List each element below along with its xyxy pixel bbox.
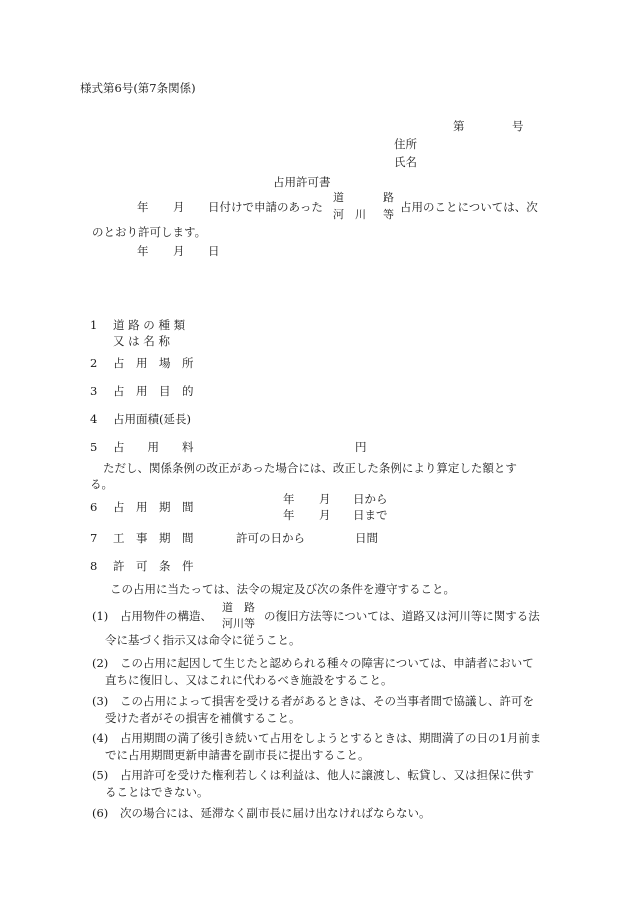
intro-line-2: のとおり許可します。 bbox=[92, 225, 207, 239]
item-6-label: 占 用 期 間 bbox=[113, 500, 194, 514]
number-prefix: 第 bbox=[453, 119, 465, 133]
date-month: 月 bbox=[173, 244, 185, 258]
period-start-year: 年 bbox=[283, 492, 295, 506]
period-end-month: 月 bbox=[319, 508, 331, 522]
condition-5-number: (5) bbox=[92, 768, 109, 782]
period-end-year: 年 bbox=[283, 508, 295, 522]
intro-etc: 等 bbox=[383, 208, 394, 221]
intro-road-2: 路 bbox=[383, 191, 394, 204]
condition-2-number: (2) bbox=[92, 656, 109, 670]
item-3-number: 3 bbox=[90, 384, 98, 398]
item-1-label: 道 路 の 種 類 bbox=[113, 318, 186, 332]
item-3-label: 占 用 目 的 bbox=[113, 384, 194, 398]
condition-3-line-1: この占用によって損害を受ける者があるときは、その当事者間で協議し、許可を bbox=[120, 694, 534, 708]
item-1-number: 1 bbox=[90, 318, 98, 332]
form-id: 様式第6号(第7条関係) bbox=[80, 81, 196, 95]
item-5-number: 5 bbox=[90, 440, 98, 454]
period-start-month: 月 bbox=[319, 492, 331, 506]
name-label: 氏名 bbox=[394, 155, 417, 169]
date-year: 年 bbox=[137, 244, 149, 258]
period-start-day: 日から bbox=[353, 492, 388, 506]
intro-after: 占用のことについては、次 bbox=[400, 200, 538, 214]
item-4-number: 4 bbox=[90, 412, 98, 426]
item-8-label: 許 可 条 件 bbox=[113, 559, 194, 573]
condition-5-line-2: ることはできない。 bbox=[105, 785, 209, 799]
period-end-day: 日まで bbox=[353, 508, 388, 522]
condition-3-line-2: 受けた者がその損害を補償すること。 bbox=[105, 711, 301, 725]
date-day: 日 bbox=[208, 244, 220, 258]
number-suffix: 号 bbox=[512, 119, 524, 133]
item-8-number: 8 bbox=[90, 559, 98, 573]
condition-1-post: の復旧方法等については、道路又は河川等に関する法 bbox=[264, 609, 540, 623]
conditions-intro: この占用に当たっては、法令の規定及び次の条件を遵守すること。 bbox=[110, 582, 455, 596]
document-title: 占用許可書 bbox=[273, 175, 331, 189]
condition-4-line-1: 占用期間の満了後引き続いて占用をしようとするときは、期間満了の日の1月前ま bbox=[120, 731, 542, 745]
intro-month: 月 bbox=[173, 200, 185, 214]
construction-days: 日間 bbox=[355, 531, 378, 545]
condition-6-number: (6) bbox=[92, 806, 109, 820]
item-1-label-2: 又 は 名 称 bbox=[113, 334, 170, 348]
condition-1-number: (1) bbox=[92, 609, 109, 623]
condition-1-line-2: 令に基づく指示又は命令に従うこと。 bbox=[105, 633, 301, 647]
fee-note-line-1: ただし、関係条例の改正があった場合には、改正した条例により算定した額とす bbox=[103, 461, 517, 475]
condition-1-road: 道 路 bbox=[222, 601, 255, 614]
fee-note-line-2: る。 bbox=[90, 477, 113, 491]
item-6-number: 6 bbox=[90, 500, 98, 514]
item-7-number: 7 bbox=[90, 531, 98, 545]
item-4-label: 占用面積(延長) bbox=[113, 412, 191, 426]
condition-4-number: (4) bbox=[92, 731, 109, 745]
item-2-number: 2 bbox=[90, 356, 98, 370]
intro-date-text: 日付けで申請のあった bbox=[208, 200, 323, 214]
condition-6-line-1: 次の場合には、延滞なく副市長に届け出なければならない。 bbox=[120, 806, 431, 820]
item-5-label: 占 用 料 bbox=[113, 440, 194, 454]
item-5-value: 円 bbox=[355, 440, 367, 454]
condition-3-number: (3) bbox=[92, 694, 109, 708]
intro-river-1: 河 bbox=[333, 208, 344, 221]
condition-2-line-1: この占用に起因して生じたと認められる種々の障害については、申請者において bbox=[120, 656, 534, 670]
address-label: 住所 bbox=[394, 137, 417, 151]
intro-road-1: 道 bbox=[333, 191, 344, 204]
item-7-label: 工 事 期 間 bbox=[113, 531, 194, 545]
condition-5-line-1: 占用許可を受けた権利若しくは利益は、他人に譲渡し、転貸し、又は担保に供す bbox=[120, 768, 534, 782]
intro-year: 年 bbox=[137, 200, 149, 214]
condition-4-line-2: でに占用期間更新申請書を副市長に提出すること。 bbox=[105, 748, 370, 762]
construction-from: 許可の日から bbox=[236, 531, 305, 545]
intro-river-2: 川 bbox=[355, 208, 366, 221]
condition-2-line-2: 直ちに復旧し、又はこれに代わるべき施設をすること。 bbox=[105, 673, 393, 687]
item-2-label: 占 用 場 所 bbox=[113, 356, 194, 370]
condition-1-river: 河川等 bbox=[222, 617, 255, 630]
condition-1-pre: 占用物件の構造、 bbox=[120, 609, 212, 623]
